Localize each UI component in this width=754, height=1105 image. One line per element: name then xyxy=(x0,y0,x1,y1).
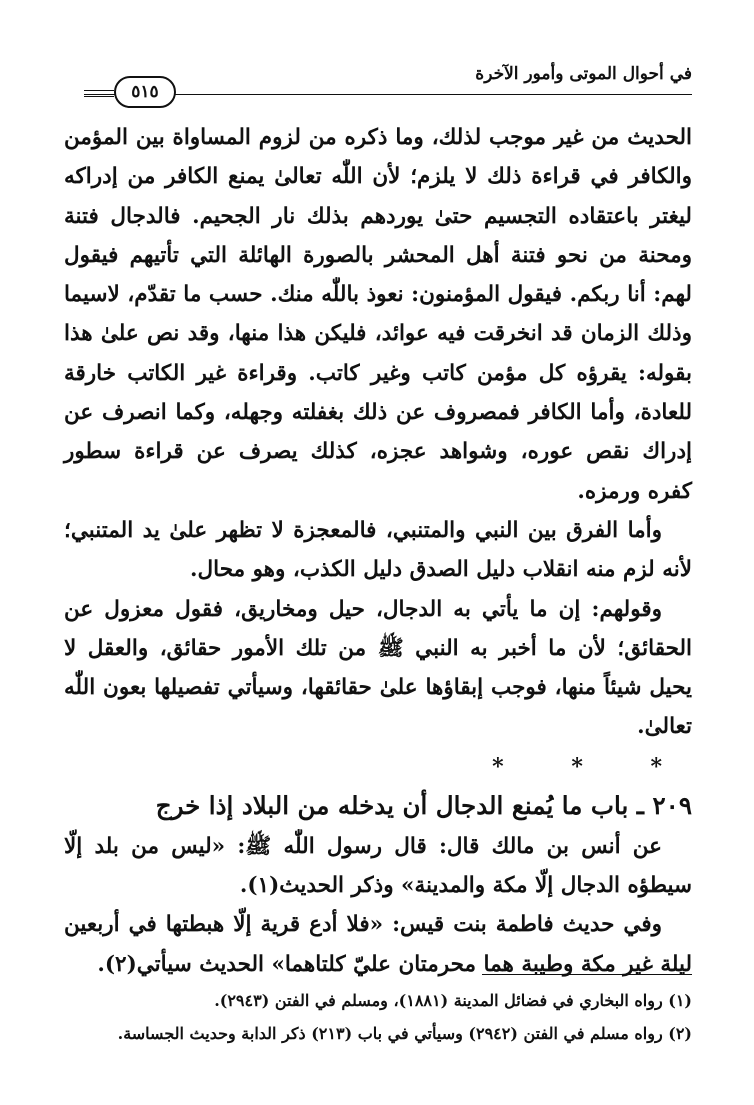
paragraph-4: عن أنس بن مالك قال: قال رسول اللّٰه ﷺ: «ليس من بلد إلّا سيطؤه الدجال إلّا مكة والمدينة» وذكر الحديث(١). xyxy=(64,833,692,899)
page-number: ٥١٥ xyxy=(114,76,176,108)
footnote-rule xyxy=(482,974,692,975)
footnotes xyxy=(64,984,692,1050)
main-text xyxy=(64,118,692,984)
paragraph-1: الحديث من غير موجب لذلك، وما ذكره من لزوم المساواة بين المؤمن والكافر في قراءة ذلك لا يلزم؛ لأن اللّٰه تعالىٰ يمنع الكافر من إدراكه ليغتر باعتقاده التجسيم حتىٰ يوردهم بذلك نار الجحيم. فالدجال فتنة ومحنة من نحو فتنة أهل المحشر بالصورة الهائلة التي تأتيهم فيقول لهم: أنا ربكم. فيقول المؤمنون: نعوذ باللّٰه منك. حسب ما تقدّم، لاسيما وذلك الزمان قد انخرقت فيه عوائد، فليكن هذا منها، وقد نص علىٰ هذا بقوله: يقرؤه كل مؤمن كاتب وغير كاتب. وقراءة غير الكاتب خارقة للعادة، وأما الكافر فمصروف عن ذلك بغفلته وجهله، وكما انصرف عن إدراك نقص عوره، وشواهد عجزه، كذلك يصرف عن قراءة سطور كفره ورمزه. xyxy=(64,125,692,504)
paragraph-3: وقولهم: إن ما يأتي به الدجال، حيل ومخاريق، فقول معزول عن الحقائق؛ لأن ما أخبر به النبي ﷺ من تلك الأمور حقائق، والعقل لا يحيل شيئاً منها، فوجب إبقاؤها علىٰ حقائقها، وسيأتي تفصيلها بعون اللّٰه تعالىٰ. xyxy=(64,596,692,740)
paragraph-5: وفي حديث فاطمة بنت قيس: «فلا أدع قرية إلّا هبطتها في أربعين ليلة غير مكة وطيبة هما محرمتان عليّ كلتاهما» الحديث سيأتي(٢). xyxy=(64,912,692,977)
running-title: في أحوال الموتى وأمور الآخرة xyxy=(475,64,692,84)
section-separator: * * * xyxy=(492,753,692,780)
chapter-title: ٢٠٩ ـ باب ما يُمنع الدجال أن يدخله من البلاد إذا خرج xyxy=(155,790,692,820)
footnote-2: (٢) رواه مسلم في الفتن (٢٩٤٢) وسيأتي في باب (٢١٣) ذكر الدابة وحديث الجساسة. xyxy=(117,1024,692,1043)
header-double-rule xyxy=(84,90,114,97)
footnote-1: (١) رواه البخاري في فضائل المدينة (١٨٨١)، ومسلم في الفتن (٢٩٤٣). xyxy=(214,991,692,1010)
paragraph-2: وأما الفرق بين النبي والمتنبي، فالمعجزة لا تظهر علىٰ يد المتنبي؛ لأنه لزم منه انقلاب دليل الصدق دليل الكذب، وهو محال. xyxy=(64,517,692,583)
